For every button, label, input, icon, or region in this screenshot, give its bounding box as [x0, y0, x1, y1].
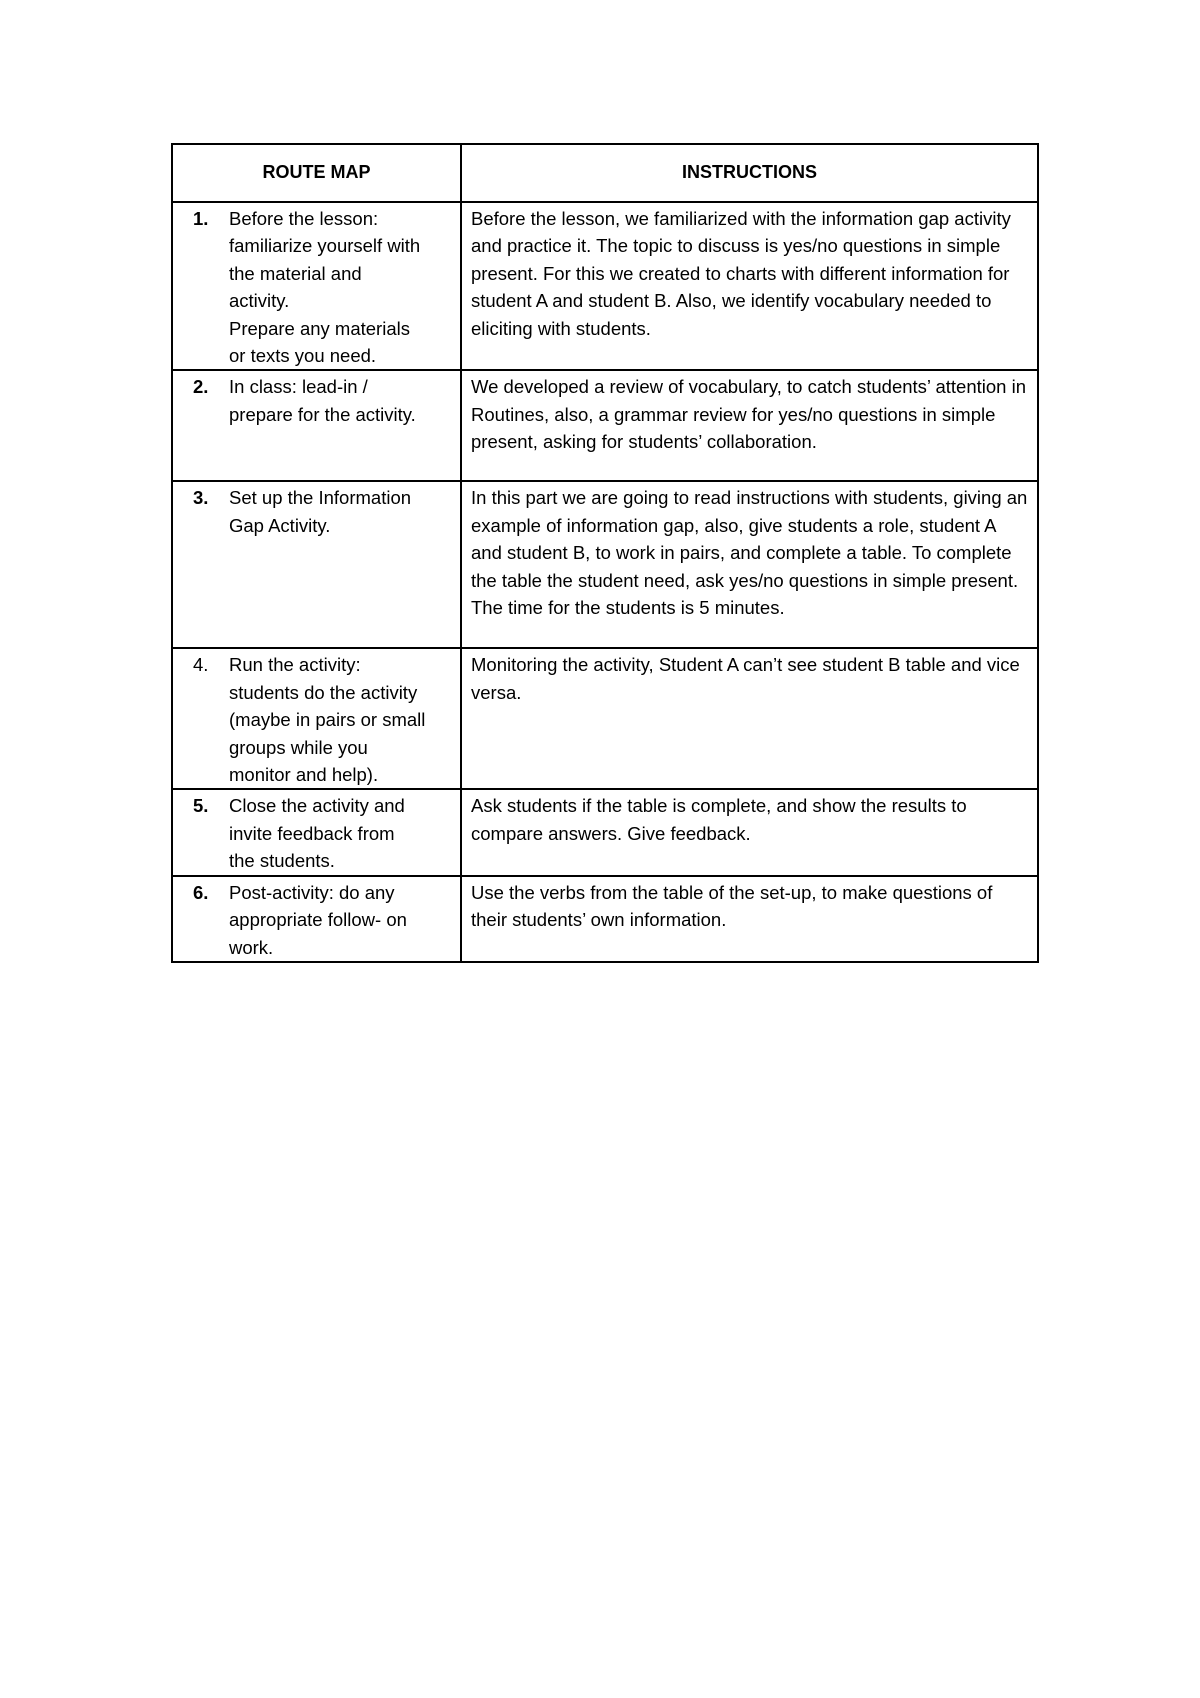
- instruction-text: Ask students if the table is complete, and show the results to compare answers. Give feedback.: [471, 795, 967, 844]
- table-row: [172, 876, 1038, 962]
- instruction-cell: [461, 876, 1038, 962]
- instruction-cell: [461, 648, 1038, 789]
- instruction-text: In this part we are going to read instructions with students, giving an example of information gap, also, give students a role, student A and student B, to work in pairs, and complete a table. To complete the table the student need, ask yes/no questions in simple present. The time for the students is 5 minutes.: [471, 487, 1028, 619]
- route-step-cell: [172, 648, 461, 789]
- route-step-cell: [172, 202, 461, 370]
- route-step-cell: [172, 789, 461, 875]
- route-step-cell: [172, 481, 461, 648]
- step-text: Before the lesson: familiarize yourself with the material and activity. Prepare any materials or texts you need.: [229, 208, 421, 367]
- step-text: Post-activity: do any appropriate follow- on work.: [229, 881, 407, 958]
- table-row: [172, 481, 1038, 648]
- step-text: Close the activity and invite feedback from the students.: [229, 795, 405, 872]
- route-step-cell: [172, 370, 461, 481]
- step-number: 4.: [193, 654, 209, 676]
- header-instructions: INSTRUCTIONS: [461, 144, 1038, 202]
- step-number: 6.: [193, 881, 209, 903]
- header-route-map: ROUTE MAP: [172, 144, 461, 202]
- table-row: [172, 648, 1038, 789]
- route-step-cell: [172, 876, 461, 962]
- step-text: Set up the Information Gap Activity.: [229, 487, 412, 536]
- table-row: [172, 370, 1038, 481]
- step-number: 2.: [193, 376, 209, 398]
- step-text: In class: lead-in / prepare for the activity.: [229, 376, 416, 425]
- instruction-cell: [461, 370, 1038, 481]
- step-number: 5.: [193, 795, 209, 817]
- instruction-text: We developed a review of vocabulary, to catch students’ attention in Routines, also, a grammar review for yes/no questions in simple present, asking for students’ collaboration.: [471, 376, 1026, 453]
- step-number: 1.: [193, 208, 209, 229]
- instruction-cell: [461, 481, 1038, 648]
- instruction-text: Monitoring the activity, Student A can’t see student B table and vice versa.: [471, 654, 1020, 703]
- step-number: 3.: [193, 487, 209, 509]
- instruction-text: Before the lesson, we familiarized with the information gap activity and practice it. The topic to discuss is yes/no questions in simple present. For this we created to charts with different information for student A and student B. Also, we identify vocabulary needed to eliciting with students.: [471, 208, 1011, 339]
- instruction-cell: [461, 789, 1038, 875]
- route-map-table: [171, 143, 1039, 963]
- table-row: [172, 202, 1038, 370]
- table-row: [172, 789, 1038, 875]
- step-text: Run the activity: students do the activity (maybe in pairs or small groups while you monitor and help).: [229, 654, 426, 786]
- instruction-cell: [461, 202, 1038, 370]
- table-header-row: [172, 144, 1038, 202]
- instruction-text: Use the verbs from the table of the set-up, to make questions of their students’ own information.: [471, 881, 993, 931]
